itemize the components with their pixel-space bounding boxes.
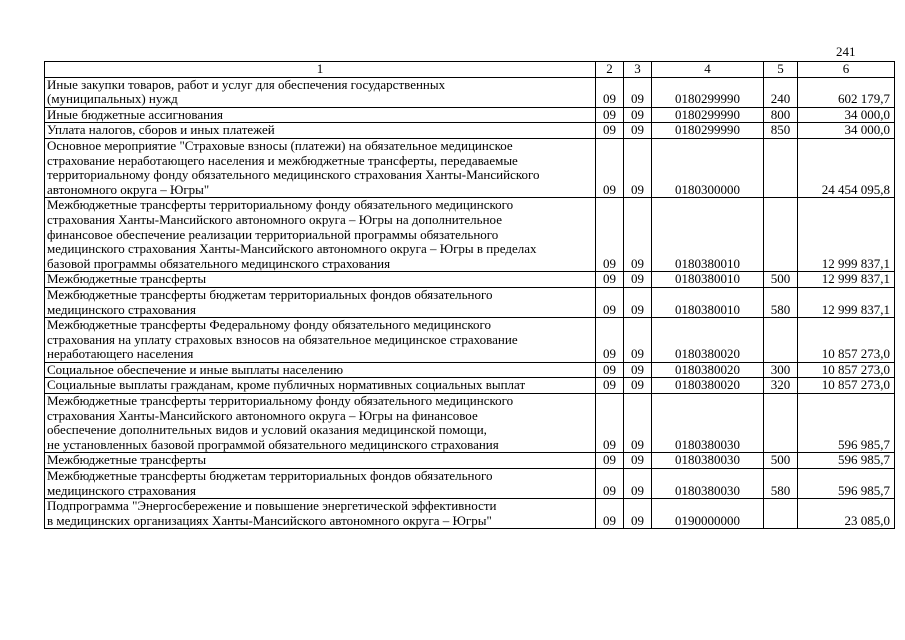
description-line: территориальному фонду обязательного медицинского страхования Ханты-Мансийского	[47, 167, 540, 183]
section-code: 09	[596, 394, 624, 453]
expense-type-code: 240	[764, 77, 798, 107]
amount-value: 34 000,0	[798, 123, 895, 139]
description-line: медицинского страхования Ханты-Мансийского автономного округа – Югры в пределах	[47, 241, 537, 257]
section-code: 09	[596, 272, 624, 288]
expense-type-code	[764, 499, 798, 529]
target-article-code: 0180380020	[652, 378, 764, 394]
amount-value: 24 454 095,8	[798, 138, 895, 197]
row-description	[45, 272, 596, 288]
table-row	[45, 287, 895, 317]
table-row	[45, 499, 895, 529]
table-row	[45, 123, 895, 139]
target-article-code: 0180380020	[652, 318, 764, 363]
subsection-code: 09	[624, 378, 652, 394]
expense-type-code: 800	[764, 107, 798, 123]
subsection-code: 09	[624, 453, 652, 469]
row-description	[45, 198, 596, 272]
expense-type-code: 320	[764, 378, 798, 394]
subsection-code: 09	[624, 107, 652, 123]
row-description	[45, 378, 596, 394]
section-code: 09	[596, 138, 624, 197]
row-description	[45, 318, 596, 363]
expense-type-code: 580	[764, 469, 798, 499]
subsection-code: 09	[624, 469, 652, 499]
subsection-code: 09	[624, 272, 652, 288]
subsection-code: 09	[624, 287, 652, 317]
subsection-code: 09	[624, 77, 652, 107]
section-code: 09	[596, 499, 624, 529]
amount-value: 23 085,0	[798, 499, 895, 529]
column-header: 1	[45, 62, 596, 78]
description-line: страхование неработающего населения и межбюджетные трансферты, передаваемые	[47, 152, 518, 168]
target-article-code: 0180380020	[652, 362, 764, 378]
description-line: Межбюджетные трансферты	[47, 271, 207, 287]
description-line: Межбюджетные трансферты территориальному фонду обязательного медицинского	[47, 393, 514, 409]
expense-type-code	[764, 138, 798, 197]
subsection-code: 09	[624, 394, 652, 453]
target-article-code: 0180380030	[652, 453, 764, 469]
row-description	[45, 77, 596, 107]
row-description	[45, 499, 596, 529]
description-line: Подпрограмма "Энергосбережение и повышение энергетической эффективности	[47, 498, 497, 514]
section-code: 09	[596, 198, 624, 272]
target-article-code: 0180300000	[652, 138, 764, 197]
row-description	[45, 138, 596, 197]
expense-type-code	[764, 318, 798, 363]
amount-value: 34 000,0	[798, 107, 895, 123]
subsection-code: 09	[624, 123, 652, 139]
description-line: Иные закупки товаров, работ и услуг для обеспечения государственных	[47, 77, 446, 92]
table-header-row	[45, 62, 895, 78]
description-line: страхования Ханты-Мансийского автономного округа – Югры на финансовое	[47, 407, 478, 423]
section-code: 09	[596, 77, 624, 107]
column-header: 5	[764, 62, 798, 78]
row-description	[45, 123, 596, 139]
column-header: 3	[624, 62, 652, 78]
target-article-code: 0180299990	[652, 123, 764, 139]
table-row	[45, 469, 895, 499]
budget-table	[44, 61, 895, 529]
page-number: 241	[836, 44, 856, 59]
subsection-code: 09	[624, 138, 652, 197]
expense-type-code: 580	[764, 287, 798, 317]
table-row	[45, 138, 895, 197]
description-line: медицинского страхования	[47, 482, 196, 498]
target-article-code: 0180380030	[652, 469, 764, 499]
expense-type-code: 850	[764, 123, 798, 139]
target-article-code: 0180299990	[652, 77, 764, 107]
amount-value: 10 857 273,0	[798, 362, 895, 378]
subsection-code: 09	[624, 499, 652, 529]
target-article-code: 0190000000	[652, 499, 764, 529]
table-row	[45, 318, 895, 363]
amount-value: 12 999 837,1	[798, 287, 895, 317]
target-article-code: 0180299990	[652, 107, 764, 123]
subsection-code: 09	[624, 362, 652, 378]
column-header: 4	[652, 62, 764, 78]
row-description	[45, 469, 596, 499]
section-code: 09	[596, 469, 624, 499]
section-code: 09	[596, 318, 624, 363]
description-line: базовой программы обязательного медицинского страхования	[47, 255, 391, 271]
expense-type-code: 300	[764, 362, 798, 378]
description-line: страхования на уплату страховых взносов на обязательное медицинское страхование	[47, 331, 518, 347]
amount-value: 596 985,7	[798, 453, 895, 469]
section-code: 09	[596, 287, 624, 317]
amount-value: 596 985,7	[798, 394, 895, 453]
table-row	[45, 453, 895, 469]
description-line: Уплата налогов, сборов и иных платежей	[47, 122, 275, 138]
row-description	[45, 107, 596, 123]
description-line: Межбюджетные трансферты бюджетам территориальных фондов обязательного	[47, 287, 493, 302]
table-row	[45, 107, 895, 123]
section-code: 09	[596, 123, 624, 139]
row-description	[45, 362, 596, 378]
description-line: в медицинских организациях Ханты-Мансийского автономного округа – Югры"	[47, 512, 492, 528]
section-code: 09	[596, 362, 624, 378]
target-article-code: 0180380010	[652, 272, 764, 288]
row-description	[45, 453, 596, 469]
table-row	[45, 77, 895, 107]
table-row	[45, 394, 895, 453]
description-line: медицинского страхования	[47, 301, 196, 317]
amount-value: 596 985,7	[798, 469, 895, 499]
description-line: Социальные выплаты гражданам, кроме публичных нормативных социальных выплат	[47, 377, 526, 393]
target-article-code: 0180380010	[652, 287, 764, 317]
description-line: Межбюджетные трансферты Федеральному фонду обязательного медицинского	[47, 317, 492, 333]
subsection-code: 09	[624, 198, 652, 272]
description-line: Основное мероприятие "Страховые взносы (платежи) на обязательное медицинское	[47, 138, 513, 153]
table-row	[45, 198, 895, 272]
expense-type-code	[764, 394, 798, 453]
section-code: 09	[596, 453, 624, 469]
description-line: Социальное обеспечение и иные выплаты населению	[47, 362, 344, 377]
row-description	[45, 394, 596, 453]
description-line: не установленных базовой программой обязательного медицинского страхования	[47, 436, 499, 452]
description-line: финансовое обеспечение реализации территориальной программы обязательного	[47, 226, 499, 242]
description-line: (муниципальных) нужд	[47, 91, 178, 107]
expense-type-code: 500	[764, 272, 798, 288]
description-line: автономного округа – Югры"	[47, 181, 210, 197]
table-row	[45, 272, 895, 288]
description-line: обеспечение дополнительных видов и условий оказания медицинской помощи,	[47, 422, 487, 438]
description-line: Межбюджетные трансферты территориальному фонду обязательного медицинского	[47, 197, 514, 213]
amount-value: 10 857 273,0	[798, 318, 895, 363]
description-line: Иные бюджетные ассигнования	[47, 107, 224, 122]
table-row	[45, 378, 895, 394]
description-line: Межбюджетные трансферты бюджетам территориальных фондов обязательного	[47, 468, 493, 484]
column-header: 2	[596, 62, 624, 78]
table-row	[45, 362, 895, 378]
expense-type-code	[764, 198, 798, 272]
section-code: 09	[596, 107, 624, 123]
target-article-code: 0180380030	[652, 394, 764, 453]
row-description	[45, 287, 596, 317]
description-line: страхования Ханты-Мансийского автономного округа – Югры на дополнительное	[47, 211, 502, 227]
description-line: неработающего населения	[47, 346, 194, 362]
description-line: Межбюджетные трансферты	[47, 452, 207, 468]
subsection-code: 09	[624, 318, 652, 363]
amount-value: 12 999 837,1	[798, 272, 895, 288]
amount-value: 602 179,7	[798, 77, 895, 107]
target-article-code: 0180380010	[652, 198, 764, 272]
amount-value: 10 857 273,0	[798, 378, 895, 394]
section-code: 09	[596, 378, 624, 394]
column-header: 6	[798, 62, 895, 78]
amount-value: 12 999 837,1	[798, 198, 895, 272]
expense-type-code: 500	[764, 453, 798, 469]
